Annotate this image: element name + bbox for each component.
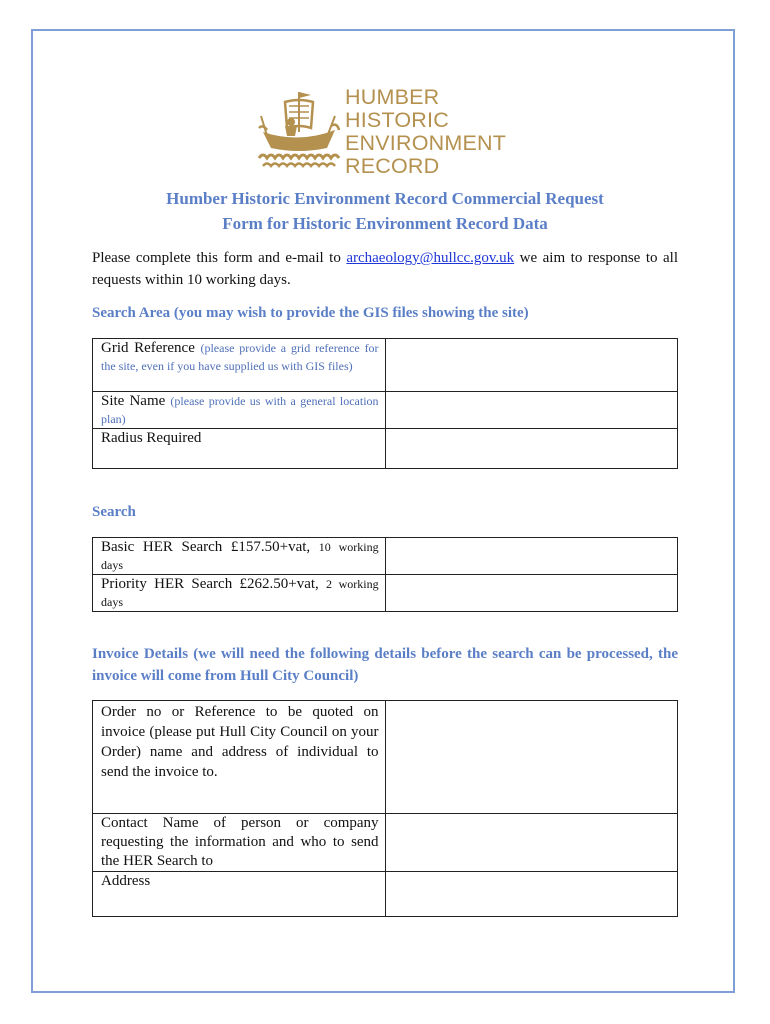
basic-search-label: Basic HER Search £157.50+vat, [101,539,311,555]
email-link[interactable]: archaeology@hullcc.gov.uk [346,250,515,266]
order-reference-label-cell [93,701,386,814]
intro-paragraph [92,247,678,291]
priority-search-label: Priority HER Search £262.50+vat, [101,576,319,592]
invoice-heading: Invoice Details (we will need the following details before the search can be processed, the invoice will come from Hull City Council) [92,646,678,684]
her-logo [255,86,525,176]
address-label-cell [93,872,386,917]
search-heading: Search [92,504,136,520]
priority-search-option[interactable] [385,575,677,612]
basic-search-label-cell [93,538,386,575]
logo-line-1: HUMBER [345,85,440,109]
logo-wordmark [345,86,506,178]
table-row [93,575,678,612]
search-area-table [92,338,678,469]
grid-reference-label-cell [93,339,386,392]
table-row [93,429,678,469]
table-row [93,538,678,575]
priority-search-suffix: 2 working days [101,577,379,609]
intro-after: we aim to response to all requests within 10 working days. [92,250,679,288]
search-area-heading: Search Area (you may wish to provide the GIS files showing the site) [92,305,529,321]
order-reference-input[interactable] [385,701,677,814]
form-title-line-1: Humber Historic Environment Record Commercial Request [166,189,604,208]
priority-search-label-cell [93,575,386,612]
order-reference-label: Order no or Reference to be quoted on invoice (please put Hull City Council on your Order) name and address of individual to send the invoice to. [101,704,379,780]
table-row [93,814,678,872]
site-name-input[interactable] [385,392,677,429]
address-input[interactable] [385,872,677,917]
address-label: Address [101,873,151,889]
invoice-table [92,700,678,917]
radius-required-input[interactable] [385,429,677,469]
logo-line-4: RECORD [345,154,440,178]
site-name-note: (please provide us with a general location plan) [101,394,379,426]
grid-reference-note: (please provide a grid reference for the site, even if you have supplied us with GIS files) [101,341,379,373]
radius-required-label: Radius Required [101,430,202,446]
priority-search-cell-text [101,575,379,611]
basic-search-option[interactable] [385,538,677,575]
form-title-line-2: Form for Historic Environment Record Data [222,214,548,233]
basic-search-suffix: 10 working days [101,540,379,572]
radius-required-label-cell [93,429,386,469]
table-row [93,339,678,392]
grid-reference-label: Grid Reference [101,340,195,356]
site-name-label: Site Name [101,393,166,409]
logo-line-3: ENVIRONMENT [345,131,507,155]
basic-search-cell-text [101,538,379,574]
grid-reference-cell-text [101,339,379,375]
contact-name-label: Contact Name of person or company requesting the information and who to send the HER Search to [101,815,379,869]
table-row [93,872,678,917]
table-row [93,701,678,814]
contact-name-input[interactable] [385,814,677,872]
form-title [92,186,678,236]
intro-before: Please complete this form and e-mail to [92,250,347,266]
logo-line-2: HISTORIC [345,108,449,132]
contact-name-label-cell [93,814,386,872]
search-table [92,537,678,612]
grid-reference-input[interactable] [385,339,677,392]
site-name-cell-text [101,392,379,428]
ship-emblem-icon [255,86,341,172]
table-row [93,392,678,429]
site-name-label-cell [93,392,386,429]
